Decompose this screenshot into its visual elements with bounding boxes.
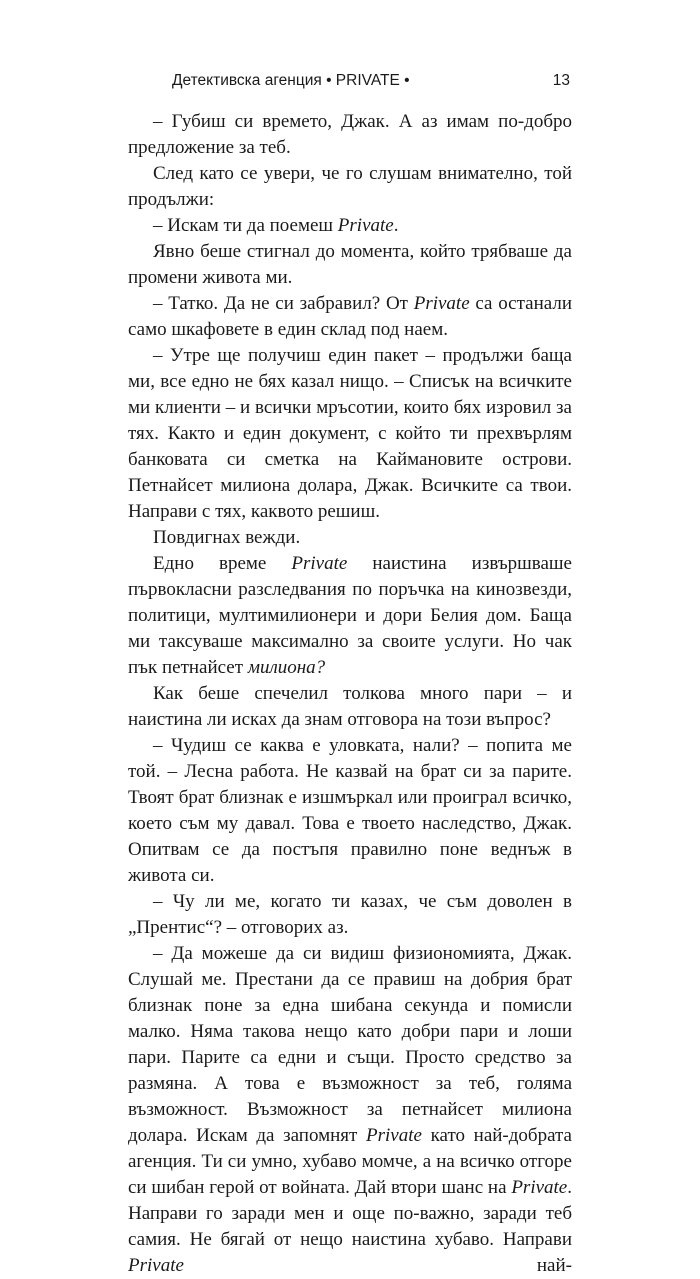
text-run: . Направи го заради мен и още по-важно, заради теб самия. Не бягай от нещо наистина хубаво. Направи: [128, 1177, 572, 1250]
italic-text: Private: [337, 215, 394, 236]
text-run: След като се увери, че го слушам внимателно, той продължи:: [128, 163, 572, 210]
text-run: като най-добрата агенция. Ти си умно, хубаво момче, а на всичко отгоре си шибан герой от войната. Дай втори шанс на: [128, 1125, 572, 1198]
text-run: – Да можеше да си видиш физиономията, Джак. Слушай ме. Престани да се правиш на добрия брат близнак поне за една шибана секунда и помисли малко. Няма такова нещо като добри пари и лоши пари. Парите са едни и същи. Просто средство за размяна. А това е възможност за теб, голяма възможност. Възможност за петнайсет милиона долара. Искам да запомнят: [128, 943, 572, 1146]
paragraph: [128, 551, 572, 681]
italic-text: Private: [291, 553, 348, 574]
paragraph: [128, 291, 572, 343]
paragraph: [128, 343, 572, 525]
paragraph: [128, 889, 572, 941]
text-run: – Татко. Да не си забравил? От: [153, 293, 414, 314]
running-title: Детективска агенция • PRIVATE •: [172, 72, 410, 89]
paragraph: [128, 525, 572, 551]
paragraph: [128, 733, 572, 889]
body-text: [128, 109, 572, 1279]
paragraph: [128, 941, 572, 1279]
paragraph: [128, 213, 572, 239]
paragraph: [128, 239, 572, 291]
running-header: [128, 70, 572, 92]
italic-text: Private: [128, 1255, 184, 1276]
text-run: наистина извършваше първокласни разследвания по поръчка на кинозвезди, политици, мултимилионери и дори Белия дом. Баща ми таксуваше максимално за своите услуги. Но чак пък петнайсет: [128, 553, 572, 678]
italic-text: Private: [413, 293, 470, 314]
text-run: най-: [183, 1255, 572, 1276]
text-run: – Чу ли ме, когато ти казах, че съм доволен в „Прентис“? – отговорих аз.: [128, 891, 572, 938]
text-run: – Чудиш се каква е уловката, нали? – попита ме той. – Лесна работа. Не казвай на брат си за парите. Твоят брат близнак е изшмъркал или проиграл всичко, което съм му давал. Това е твоето наследство, Джак. Опитвам се да постъпя правилно поне веднъж в живота си.: [128, 735, 572, 886]
text-run: Повдигнах вежди.: [153, 527, 301, 548]
italic-text: Private: [365, 1125, 422, 1146]
text-run: – Утре ще получиш един пакет – продължи баща ми, все едно не бях казал нищо. – Списък на всичките ми клиенти – и всички мръсотии, които бях изровил за тях. Както и един документ, с който ти прехвърлям банковата си сметка на Каймановите острови. Петнайсет милиона долара, Джак. Всичките са твои. Направи с тях, каквото решиш.: [128, 345, 572, 522]
text-run: – Губиш си времето, Джак. А аз имам по-добро предложение за теб.: [128, 111, 572, 158]
paragraph: [128, 161, 572, 213]
text-run: са останали само шкафовете в един склад под наем.: [128, 293, 573, 340]
text-run: .: [393, 215, 399, 236]
paragraph: [128, 681, 572, 733]
text-run: Явно беше стигнал до момента, който трябваше да промени живота ми.: [128, 241, 572, 288]
text-run: Как беше спечелил толкова много пари – и наистина ли исках да знам отговора на този въпрос?: [128, 683, 572, 730]
paragraph: [128, 109, 572, 161]
italic-text: милиона?: [247, 657, 326, 678]
text-run: Едно време: [153, 553, 292, 574]
italic-text: Private: [511, 1177, 568, 1198]
text-run: – Искам ти да поемеш: [153, 215, 338, 236]
page-number: 13: [552, 72, 570, 89]
